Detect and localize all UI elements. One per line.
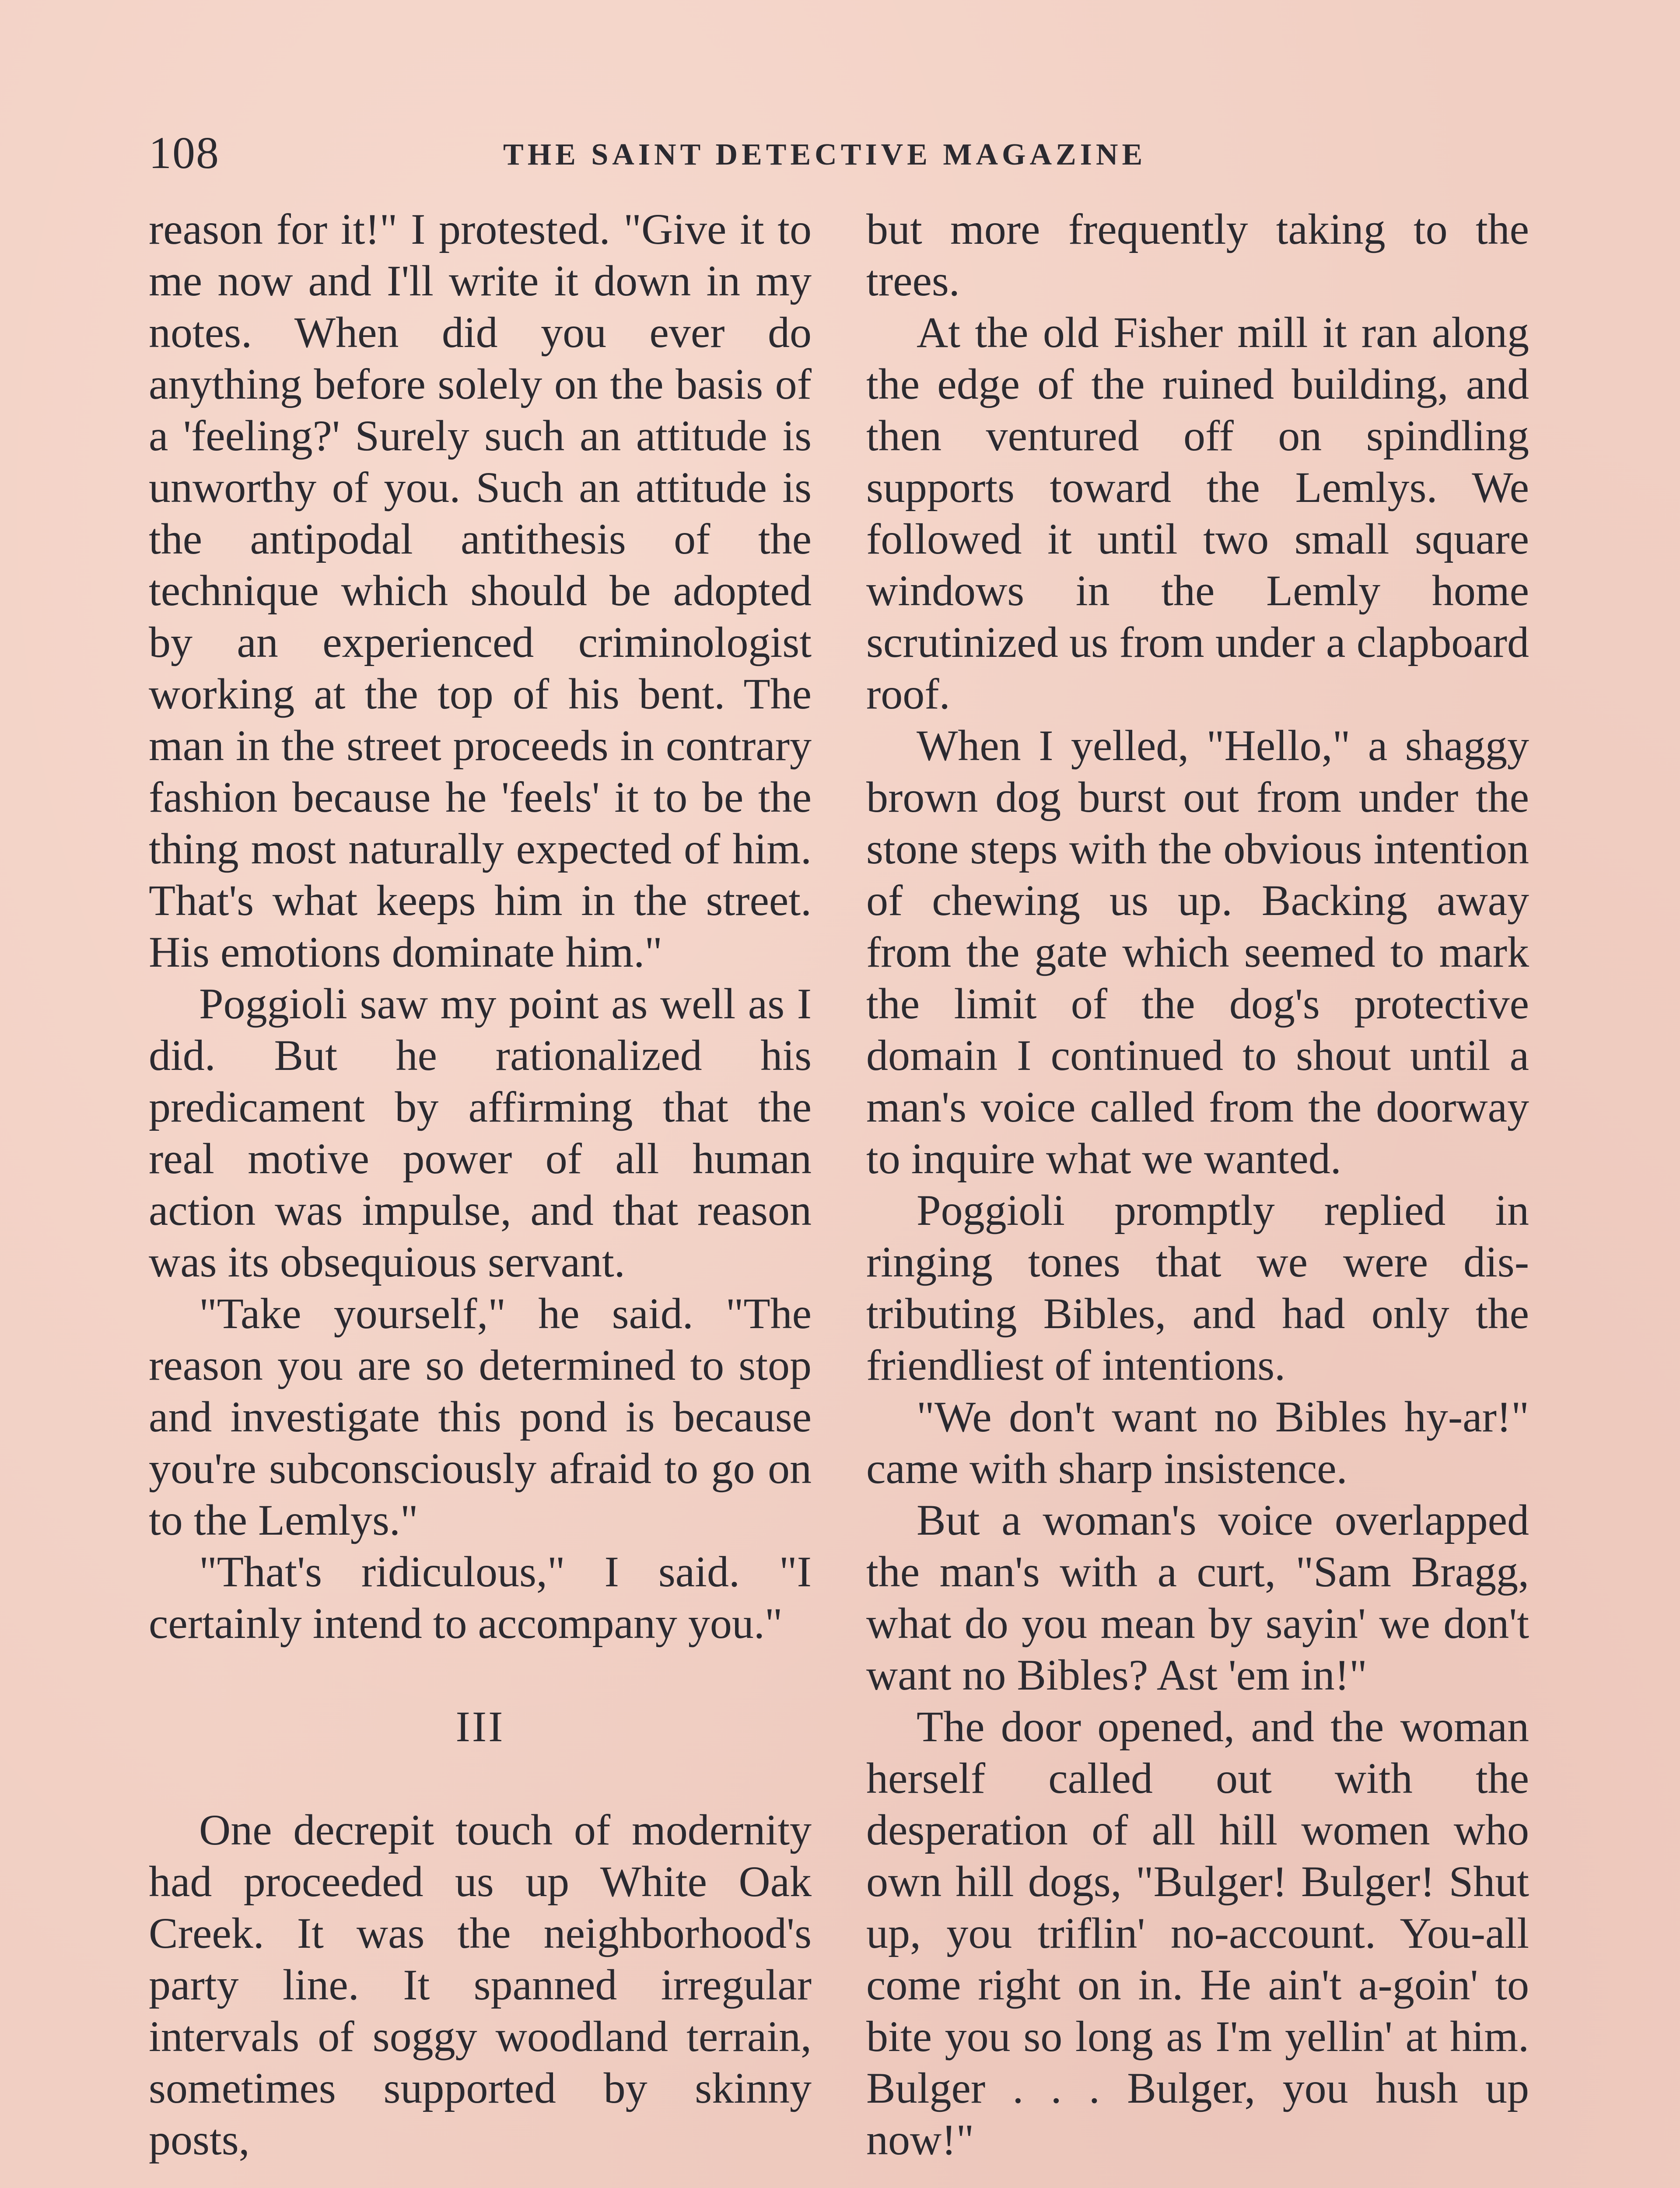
paragraph: When I yelled, "Hello," a shaggy brown dog burst out from under the stone steps with the obvious intention of chewing us up. Backing away from the gate which seemed to mark the limit of the dog's protective domain I continued to shout until a man's voice called from the doorway to inquire what we wanted. (866, 721, 1529, 1183)
paragraph: But a woman's voice overlapped the man's with a curt, "Sam Bragg, what do you mean by sayin' we don't want no Bibles? Ast 'em in!" (866, 1496, 1529, 1699)
right-column (866, 203, 1529, 2166)
page-number: 108 (149, 128, 220, 178)
paragraph: "That's ridiculous," I said. "I certainly intend to accompany you." (149, 1547, 812, 1648)
paragraph: The door opened, and the woman herself called out with the desperation of all hill women who own hill dogs, "Bulger! Bulger! Shut up, you triflin' no-account. You-all come right on in. He ain't a-goin' to bite you so long as I'm yellin' at him. Bulger . . . Bulger, you hush up now!" (866, 1702, 1529, 2164)
paragraph: reason for it!" I protested. "Give it to me now and I'll write it down in my notes. When did you ever do anything before solely on the basis of a 'feeling?' Surely such an attitude is unworthy of you. Such an attitude is the antipodal antithesis of the technique which should be adopted by an experienced criminologist working at the top of his bent. The man in the street proceeds in contrary fashion because he 'feels' it to be the thing most naturally expected of him. That's what keeps him in the street. His emotions dominate him." (149, 205, 812, 976)
magazine-title: THE SAINT DETECTIVE MAGAZINE (503, 138, 1147, 172)
paragraph: At the old Fisher mill it ran along the edge of the ruined building, and then ventured off on spindling supports toward the Lemlys. We followed it until two small square windows in the Lemly home scrutinized us from under a clapboard roof. (866, 308, 1529, 718)
paragraph: "We don't want no Bibles hy-ar!" came with sharp insistence. (866, 1392, 1529, 1493)
paragraph: Poggioli saw my point as well as I did. But he rationalized his predicament by affirming that the real motive power of all human action was impulse, and that reason was its obsequious servant. (149, 979, 812, 1286)
running-head (144, 127, 1544, 179)
paragraph: but more frequently taking to the trees. (866, 205, 1529, 305)
paragraph: One decrepit touch of modernity had proceeded us up White Oak Creek. It was the neighborhood's party line. It spanned irregular intervals of soggy woodland terrain, sometimes supported by skinny posts, (149, 1806, 812, 2164)
paragraph: "Take yourself," he said. "The reason you are so determined to stop and investigate this pond is because you're subconsciously afraid to go on to the Lemlys." (149, 1289, 812, 1544)
left-column (149, 203, 812, 2166)
paragraph: Poggioli promptly replied in ringing tones that we were distributing Bibles, and had only the friendliest of intentions. (866, 1186, 1529, 1389)
section-heading: III (455, 1702, 505, 1751)
